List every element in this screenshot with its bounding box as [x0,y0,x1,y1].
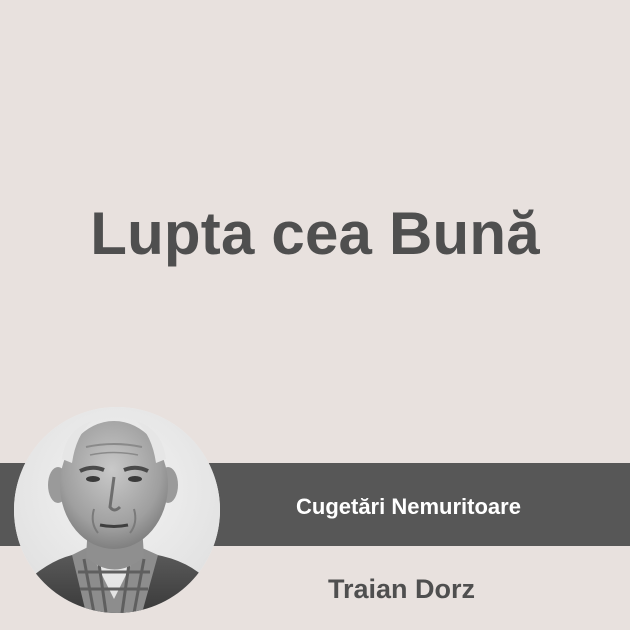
author-name: Traian Dorz [328,574,476,604]
series-label: Cugetări Nemuritoare [296,494,521,519]
author-portrait-illustration [14,407,220,613]
book-title: Lupta cea Bună [90,200,540,267]
author-portrait [14,407,220,613]
